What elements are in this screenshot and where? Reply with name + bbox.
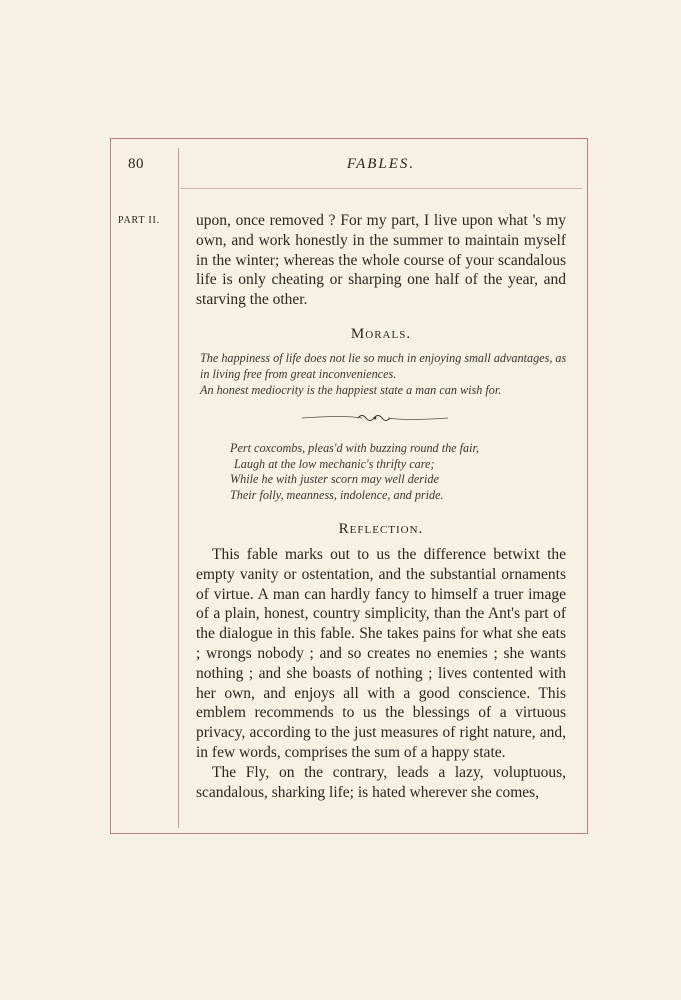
reflection-paragraph-1: This fable marks out to us the difference betwixt the empty vanity or ostentation, and the substantial ornaments of virtue. A man can hardly fancy to himself a truer image of a plain, honest, country simplicity, than the Ant's part of the dialogue in this fable. She takes pains for what she eats ; wrongs nobody ; and so creates no enemies ; she wants nothing ; and she boasts of nothing ; lives contented with her own, and enjoys all with a good conscience. This emblem recommends to us the blessings of a virtuous privacy, according to the just measures of right nature, and, in few words, comprises the sum of a happy state. [196,546,566,761]
morals-heading: Morals. [350,326,412,342]
reflection-heading: Reflection. [338,521,424,537]
verse-line-1: Pert coxcombs, pleas'd with buzzing round the fair, [230,441,479,455]
verse-line-2: Laugh at the low mechanic's thrifty care; [234,456,435,471]
margin-note: PART II. [118,215,160,226]
margin-column-rule [178,148,179,828]
reflection-paragraph-2: The Fly, on the contrary, leads a lazy, voluptuous, scandalous, sharking life; is hated wherever she comes, [196,763,566,801]
reflection-body [196,545,566,802]
opening-paragraph-text: upon, once removed ? For my part, I live upon what 's my own, and work honestly in the summer to maintain myself in the winter; whereas the whole course of your scandalous life is only cheating or sharping one half of the year, and starving the other. [196,212,566,309]
frame-left-rule [110,138,111,834]
morals-block [200,350,570,398]
page-number: 80 [128,156,144,172]
frame-right-rule [587,138,588,834]
ornament-divider [300,412,450,424]
frame-bottom-rule [110,833,588,834]
verse-block [230,441,570,503]
moral-line-2: An honest mediocrity is the happiest state a man can wish for. [200,383,502,397]
verse-line-3: While he with juster scorn may well deride [230,472,439,486]
frame-top-rule [110,138,588,139]
verse-line-4: Their folly, meanness, indolence, and pride. [230,487,444,502]
opening-paragraph [196,211,566,310]
running-title: FABLES. [346,156,416,172]
moral-line-1: The happiness of life does not lie so much in enjoying small advantages, as in living free from great inconveniences. [200,351,567,381]
header-rule [180,188,582,189]
